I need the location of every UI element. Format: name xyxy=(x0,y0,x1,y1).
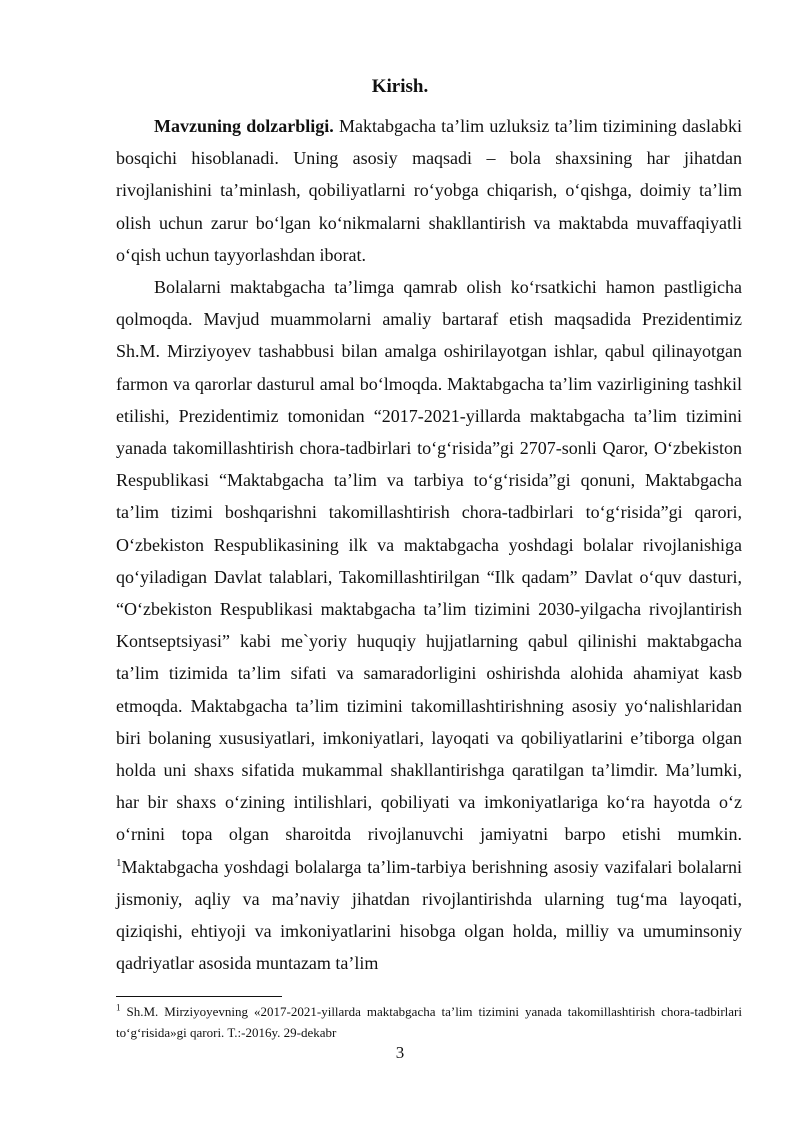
paragraph-relevance xyxy=(116,110,742,271)
paragraph-text: Maktabgacha yoshdagi bolalarga ta’lim-tarbiya berishning asosiy vazifalari bolalarni jismoniy, aqliy va ma’naviy jihatdan rivojlantirishda ularning tug‘ma layoqati, qiziqishi, ehtiyoji va imkoniyatlarini hisobga olgan holda, milliy va umuminsoniy qadriyatlar asosida muntazam ta’lim xyxy=(116,856,742,974)
footnote xyxy=(116,1001,742,1043)
footnote-divider xyxy=(116,996,282,997)
paragraph-lead: Mavzuning dolzarbligi. xyxy=(154,116,334,136)
footnote-number: 1 xyxy=(116,1002,121,1013)
paragraph-text: Maktabgacha ta’lim uzluksiz ta’lim tizimining daslabki bosqichi hisoblanadi. Uning asosiy maqsadi – bola shaxsining har jihatdan rivojlanishini ta’minlash, qobiliyatlarni ro‘yobga chiqarish, o‘qishga, doimiy ta’lim olish uchun zarur bo‘lgan ko‘nikmalarni shakllantirish va maktabda muvaffaqiyatli o‘qish uchun tayyorlashdan iborat. xyxy=(116,116,742,265)
footnote-reference[interactable]: 1 xyxy=(116,856,122,869)
section-title: Kirish. xyxy=(371,76,429,97)
paragraph-coverage xyxy=(116,271,742,979)
paragraph-text: Bolalarni maktabgacha ta’limga qamrab olish ko‘rsatkichi hamon pastligicha qolmoqda. Mavjud muammolarni amaliy bartaraf etish maqsadida Prezidentimiz Sh.M. Mirziyoyev tashabbusi bilan amalga oshirilayotgan ishlar, qabul qilinayotgan farmon va qarorlar dasturul amal bo‘lmoqda. Maktabgacha ta’lim vazirligining tashkil etilishi, Prezidentimiz tomonidan “2017-2021-yillarda maktabgacha ta’lim tizimini yanada takomillashtirish chora-tadbirlari to‘g‘risida”gi 2707-sonli Qaror, O‘zbekiston Respublikasi “Maktabgacha ta’lim va tarbiya to‘g‘risida”gi qonuni, Maktabgacha ta’lim tizimi boshqarishni takomillashtirish chora-tadbirlari to‘g‘risida”gi qarori, O‘zbekiston Respublikasining ilk va maktabgacha yoshdagi bolalar rivojlanishiga qo‘yiladigan Davlat talablari, Takomillashtirilgan “Ilk qadam” Davlat o‘quv dasturi, “O‘zbekiston Respublikasi maktabgacha ta’lim tizimini 2030-yilgacha rivojlantirish Kontseptsiyasi” kabi me`yoriy huquqiy hujjatlarning qabul qilinishi maktabgacha ta’lim tizimida ta’lim sifati va samaradorligini oshirishda alohida ahamiyat kasb etmoqda. Maktabgacha ta’lim tizimini takomillashtirishning asosiy yo‘nalishlaridan biri bolaning xususiyatlari, imkoniyatlari, layoqati va qobiliyatlarini e’tiborga olgan holda uni shaxs sifatida mukammal shakllantirishga qaratilgan ta’limdir. Ma’lumki, har bir shaxs o‘zining intilishlari, qobiliyati va imkoniyatlariga ko‘ra hayotda o‘z o‘rnini topa olgan sharoitda rivojlanuvchi jamiyatni barpo etishi mumkin. xyxy=(116,277,742,845)
page-number: 3 xyxy=(395,1043,405,1062)
footnote-text: Sh.M. Mirziyoyevning «2017-2021-yillarda maktabgacha ta’lim tizimini yanada takomillashtirish chora-tadbirlari to‘g‘risida»gi qarori. T.:-2016y. 29-dekabr xyxy=(116,1004,742,1040)
body-text xyxy=(116,110,742,979)
